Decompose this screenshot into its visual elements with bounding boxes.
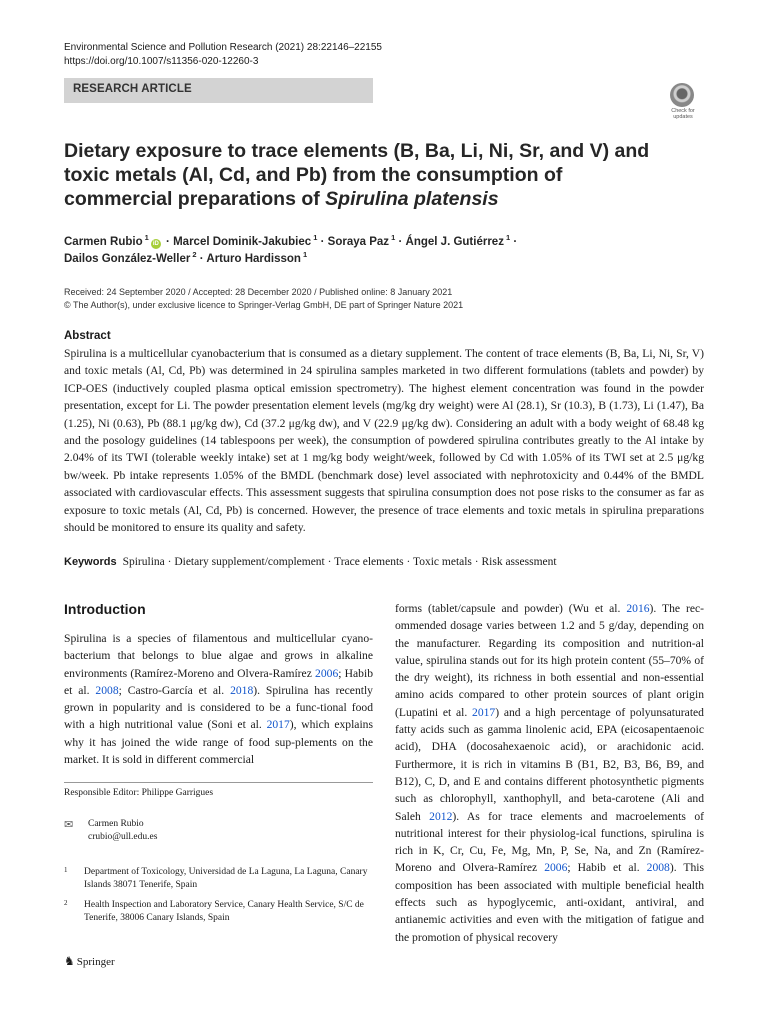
author-name[interactable]: Marcel Dominik-Jakubiec <box>173 235 312 248</box>
publisher-logo <box>64 954 115 969</box>
author-name[interactable]: Ángel J. Gutiérrez <box>405 235 504 248</box>
author-separator: · <box>317 235 328 248</box>
author-affiliation-mark: 1 <box>142 233 149 242</box>
citation-link[interactable]: 2012 <box>429 809 453 823</box>
author-name[interactable]: Arturo Hardisson <box>206 252 301 265</box>
journal-citation: Environmental Science and Pollution Research (2021) 28:22146–22155 <box>64 42 382 53</box>
envelope-icon: ✉ <box>64 819 74 831</box>
affiliation-text: Department of Toxicology, Universidad de La Laguna, La Laguna, Canary Islands 38071 Tenerife, Spain <box>84 867 368 890</box>
citation-link[interactable]: 2017 <box>266 718 290 732</box>
keywords-list: Spirulina · Dietary supplement/complement · Trace elements · Toxic metals · Risk assessment <box>122 556 557 568</box>
springer-horse-icon: ♞ <box>64 954 75 968</box>
body-text: forms (tablet/capsule and powder) (Wu et al. <box>395 602 627 615</box>
paper-title <box>64 139 654 211</box>
author-affiliation-mark: 1 <box>300 250 308 259</box>
abstract-text: Spirulina is a multicellular cyanobacterium that is consumed as a dietary supplement. The content of trace elements (B, Ba, Li, Ni, Sr, V) and toxic metals (Al, Cd, Pb) was determined in 24 spirulina samples marketed in two different formulations (tablets and powder) by ICP-OES (inductively coupled plasma optical emission spectrometry). The highest element concentration was found in the powder presentation, except for Li. The powder presentation element levels (mg/kg dry weight) were Al (28.1), Sr (10.3), B (1.73), Li (1.47), Ba (1.25), Ni (0.63), Pb (88.1 μg/kg dw), Cd (37.2 μg/kg dw), and V (22.9 μg/kg dw). Considering an adult with a body weight of 68.48 kg and the posology guidelines (14 tablespoons per week), the consumption of powdered spirulina contributes greatly to the Al intake by 2.04% of its TWI (tolerable weekly intake) set at 1 mg/kg body weight/week, followed by Cd with 1.05% of its TWI set at 2.5 μg/kg bw/week. Pb intake represents 1.05% of the BMDL (benchmark dose) level associated with nephrotoxicity and 0.44% of the BMDL associated with cardiovascular effects. This assessment suggests that spirulina consumption does not pose risks to the consumer as far as exposure to toxic metals (Al, Cd, Pb) is concerned. However, the presence of trace elements and toxic metals in spirulina preparations should be monitored to ensure its quality and safety. <box>64 347 704 535</box>
citation-link[interactable]: 2006 <box>315 666 339 680</box>
author-separator: · <box>395 235 406 248</box>
body-text: ), which explains why it has joined the wide range of food sup-plements on the market. It is sold in different commercial <box>64 718 373 767</box>
affiliation-number: 1 <box>64 866 68 874</box>
footnote-divider <box>64 782 373 783</box>
contact-email[interactable]: crubio@ull.edu.es <box>88 832 158 842</box>
article-type-banner <box>64 78 373 103</box>
author-name[interactable]: Carmen Rubio <box>64 235 143 248</box>
doi-link[interactable]: https://doi.org/10.1007/s11356-020-12260-3 <box>64 56 259 67</box>
body-text: ; Habib et al. <box>64 666 373 697</box>
publication-dates: Received: 24 September 2020 / Accepted: 28 December 2020 / Published online: 8 January 2021 <box>64 287 453 297</box>
body-text: ). As for trace elements and macroelements of nutritional interest for their physiolog-ical functions, spirulina is rich in K, Cr, Cu, Fe, Mg, Mn, P, Se, Na, and Zn (Ramírez-Moreno and Olvera-Ramírez <box>395 809 705 875</box>
author-name[interactable]: Soraya Paz <box>327 235 390 248</box>
introduction-heading: Introduction <box>64 601 146 617</box>
intro-right-column <box>395 600 704 946</box>
check-for-updates-badge[interactable] <box>666 83 700 123</box>
body-text: ). The rec-ommended dosage varies between 1.2 and 5 g/day, depending on the manufacturer. Regarding its composition and nutrition-al value, spirulina stands out for its high protein content (55–70% of the dry weight), its richness in both essential and non-essential amino acids compared to other protein sources of plant origin (Lupatini et al. <box>395 602 704 719</box>
keywords-line <box>64 554 557 570</box>
affiliation-number: 2 <box>64 899 68 907</box>
article-type-label: RESEARCH ARTICLE <box>73 83 192 95</box>
citation-link[interactable]: 2008 <box>646 861 670 875</box>
check-updates-icon <box>670 83 694 107</box>
author-line-2 <box>64 247 307 267</box>
author-separator: · <box>196 252 207 265</box>
author-affiliation-mark: 2 <box>190 250 197 259</box>
body-text: ; Castro-García et al. <box>118 683 231 697</box>
affiliation-text: Health Inspection and Laboratory Service, Canary Health Service, S/C de Tenerife, 38006 Canary Islands, Spain <box>84 900 364 923</box>
citation-link[interactable]: 2018 <box>230 683 254 697</box>
body-text: ). Spirulina has recently grown in popularity and is considered to be a func-tional food with a high nutritional value (Soni et al. <box>64 683 373 732</box>
citation-link[interactable]: 2006 <box>544 861 568 875</box>
citation-link[interactable]: 2016 <box>626 602 650 615</box>
citation-link[interactable]: 2017 <box>472 705 496 719</box>
body-text: Spirulina is a species of filamentous and multicellular cyano-bacterium that belongs to blue algae and grows in alkaline environments (Ramírez-Moreno and Olvera-Ramírez <box>64 632 373 680</box>
author-affiliation-mark: 1 <box>503 233 511 242</box>
author-affiliation-mark: 1 <box>389 233 396 242</box>
author-separator: · <box>162 235 174 248</box>
citation-link[interactable]: 2008 <box>95 683 119 697</box>
body-text: ; Habib et al. <box>567 861 647 875</box>
contact-name: Carmen Rubio <box>88 819 144 829</box>
abstract-heading: Abstract <box>64 330 111 342</box>
paper-title-main: Dietary exposure to trace elements (B, Ba, Li, Ni, Sr, and V) and toxic metals (Al, Cd, and Pb) from the consumption of commercial preparations of <box>64 140 650 210</box>
body-text: ). This composition has been associated with multiple beneficial health effects such as hypoglycemic, anti-oxidant, antiviral, and antianemic activities and even with the mitigation of fatigue and the promotion of physical recovery <box>395 861 705 944</box>
intro-left-column <box>64 630 373 768</box>
body-text: ) and a high percentage of polyunsaturated fatty acids such as gamma linolenic acid, EPA (eicosapentaenoic acid), DHA (docosahexaenoic acid), or arachidonic acid. Furthermore, it is rich in vitamins B (B1, B2, B3, B6, B9, and B12), C, D, and E and contains different photosynthetic pigments such as chlorophyll, xanthophyll, and beta-carotene (Ali and Saleh <box>395 705 704 823</box>
author-separator: · <box>510 235 518 248</box>
copyright-notice: © The Author(s), under exclusive licence to Springer-Verlag GmbH, DE part of Springer Nature 2021 <box>64 300 464 310</box>
publisher-name: Springer <box>76 956 115 968</box>
keywords-heading: Keywords <box>64 556 117 568</box>
responsible-editor: Responsible Editor: Philippe Garrigues <box>64 788 214 798</box>
orcid-icon[interactable]: iD <box>152 240 159 247</box>
author-affiliation-mark: 1 <box>311 233 318 242</box>
paper-title-species: Spirulina platensis <box>325 188 499 210</box>
author-name[interactable]: Dailos González-Weller <box>64 252 191 265</box>
check-updates-label: Check for updates <box>671 108 695 120</box>
